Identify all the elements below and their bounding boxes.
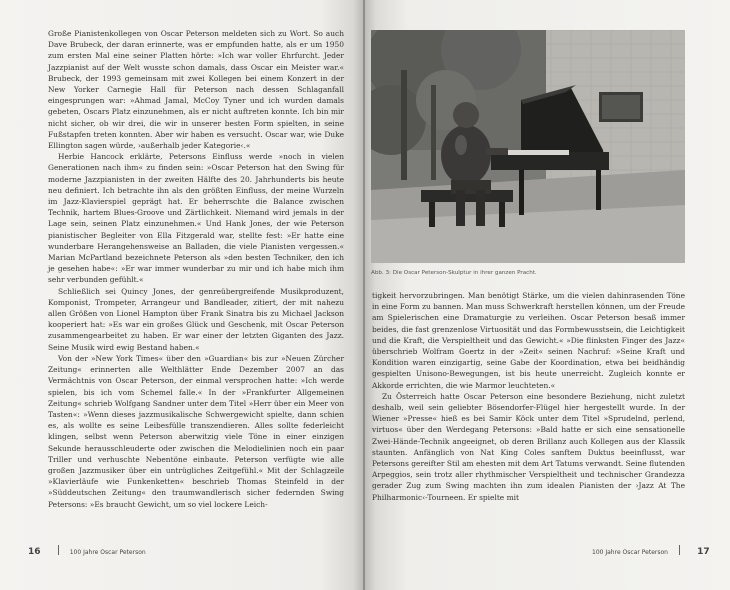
paragraph: Schließlich sei Quincy Jones, der genreübergreifende Musikproduzent, Komponist, Trompeter, Arrangeur und Bandleader, zitiert, der mit nahezu allen Größen von Lionel Hampton über Frank Sinatra bis zu Michael Jackson kooperiert hat: »Es war ein großes Glück und Geschenk, mit Oscar Peterson zusammengearbeitet zu haben. Er war einer der letzten Giganten des Jazz. Seine Musik wird ewig Bestand haben.« <box>48 286 344 352</box>
running-title: 100 Jahre Oscar Peterson <box>592 549 668 556</box>
left-body-text <box>48 28 344 510</box>
right-footer <box>592 539 710 558</box>
footer-divider <box>679 545 680 555</box>
paragraph: Herbie Hancock erklärte, Petersons Einfluss werde »noch in vielen Generationen nach ihm« zu finden sein: »Oscar Peterson hat den Swing für moderne Jazzpianisten in der zweiten Hälfte des 20. Jahrhunderts bis heute neu definiert. Ich betrachte ihn als den größten Einfluss, der meine Wurzeln im Jazz-Klavierspiel geprägt hat. Er beherrschte die Balance zwischen Technik, hartem Blues-Groove und Zärtlichkeit. Niemand wird jemals in der Lage sein, seinen Platz einzunehmen.« Und Hank Jones, der wie Peterson pianistischer Begleiter von Ella Fitzgerald war, stellte fest: »Er hatte eine wunderbare Herangehensweise an Balladen, die viele Pianisten vergessen.« Marian McPartland bezeichnete Peterson als »den besten Techniker, den ich je gesehen habe«: »Er war immer wunderbar zu mir und ich habe mich ihm sehr verbunden gefühlt.« <box>48 152 344 285</box>
left-footer <box>28 539 146 558</box>
left-page <box>0 0 364 590</box>
paragraph: tigkeit hervorzubringen. Man benötigt Stärke, um die vielen dahinrasenden Töne in eine Form zu bannen. Man muss Schwerkraft herstellen können, um der Freude am Spielerischen eine Dramaturgie zu verleihen. Oscar Peterson besaß immer beides, die fast grenzenlose Virtuosität und das Formbewusstsein, die Leichtigkeit und die Kraft, die Verspieltheit und das Gewicht.« »Die flinksten Finger des Jazz« überschrieb Wolfram Goertz in der »Zeit« seinen Nachruf: »Seine Kraft und Kondition waren einzigartig, seine Gabe der Koordination, etwa bei beidhändig gespielten Unisono-Bewegungen, ist bis heute unerreicht. Zugleich konnte er Akkorde errichten, die wie Marmor leuchteten.« <box>372 291 685 390</box>
paragraph: Große Pianistenkollegen von Oscar Peterson meldeten sich zu Wort. So auch Dave Brubeck, der daran erinnerte, was er empfunden hatte, als er um 1950 zum ersten Mal eine seiner Platten hörte: »Ich war voller Ehrfurcht. Jeder Jazzpianist auf der Welt wusste schon damals, dass Oscar ein Meister war.« Brubeck, der 1993 gemeinsam mit zwei Kollegen bei einem Konzert in der New Yorker Carnegie Hall für Peterson nach dessen Schlaganfall eingesprungen war: »Ahmad Jamal, McCoy Tyner und ich wurden damals gebeten, Oscars Platz einzunehmen, als er nicht auftreten konnte. Ich bin mir nicht sicher, ob wir drei, die wir in unserer besten Form spielten, in seine Fußstapfen treten konnten. Aber wir haben es versucht. Oscar war, wie Duke Ellington sagen würde, ›außerhalb jeder Kategorie‹.« <box>48 29 344 151</box>
paragraph: Von der »New York Times« über den »Guardian« bis zur »Neuen Zürcher Zeitung« erinnerten alle Welthlätter Ende Dezember 2007 an das Vermächtnis von Oscar Peterson, der einmal versprochen hatte: »Ich werde spielen, bis ich vom Schemel falle.« In der »Frankfurter Allgemeinen Zeitung« schrieb Wolfgang Sandner unter dem Titel »Herr über ein Meer von Tasten«: »Wenn dieses jazzmusikalische Schwergewicht spielte, dann schien es, als wollte es seine Leibesfülle transzendieren. Alles sollte federleicht klingen, selbst wenn Peterson aberwitzig viele Töne in einer einzigen Sekunde herausschleuderte oder zwischen die Melodielinien noch ein paar Triller und verhuschte Nebentöne einbaute. Peterson verfügte wie alle großen Jazzmusiker über ein untrügliches Zeitgefühl.« Mit der Schlagzeile »Klavierläufe wie Funkenketten« beschrieb Thomas Steinfeld in der »Süddeutschen Zeitung« den traumwandlerisch sicher federnden Swing Petersons: »Es braucht Gewicht, um so viel lockere Leich- <box>48 353 344 509</box>
right-body-text <box>372 290 685 503</box>
page-number: 16 <box>28 547 41 557</box>
sculpture-photo <box>371 30 685 263</box>
footer-divider <box>58 545 59 555</box>
figure-caption: Abb. 3: Die Oscar Peterson-Skulptur in ihrer ganzen Pracht. <box>371 270 537 276</box>
running-title: 100 Jahre Oscar Peterson <box>69 549 146 556</box>
page-number: 17 <box>697 547 710 557</box>
paragraph: Zu Österreich hatte Oscar Peterson eine besondere Beziehung, nicht zuletzt deshalb, weil sein geliebter Bösendorfer-Flügel hier hergestellt wurde. In der Wiener »Presse« hieß es bei Samir Köck unter dem Titel »Sprudelnd, perlend, virtuos« über den Werdegang Petersons: »Bald hatte er sich eine sensationelle Zwei-Hände-Technik angeeignet, ob deren Brillanz auch Kollegen aus der Klassik staunten. Anfänglich von Nat King Coles sanftem Duktus beeinflusst, war Petersons gereifter Stil am ehesten mit dem Art Tatums verwandt. Seine flutenden Arpeggios, sein trotz aller rhythmischer Verspieltheit und technischer Grandezza gerader Zug zum Swing machten ihn zum idealen Pianisten der ›Jazz At The Philharmonic‹-Tourneen. Er spielte mit <box>372 391 685 502</box>
